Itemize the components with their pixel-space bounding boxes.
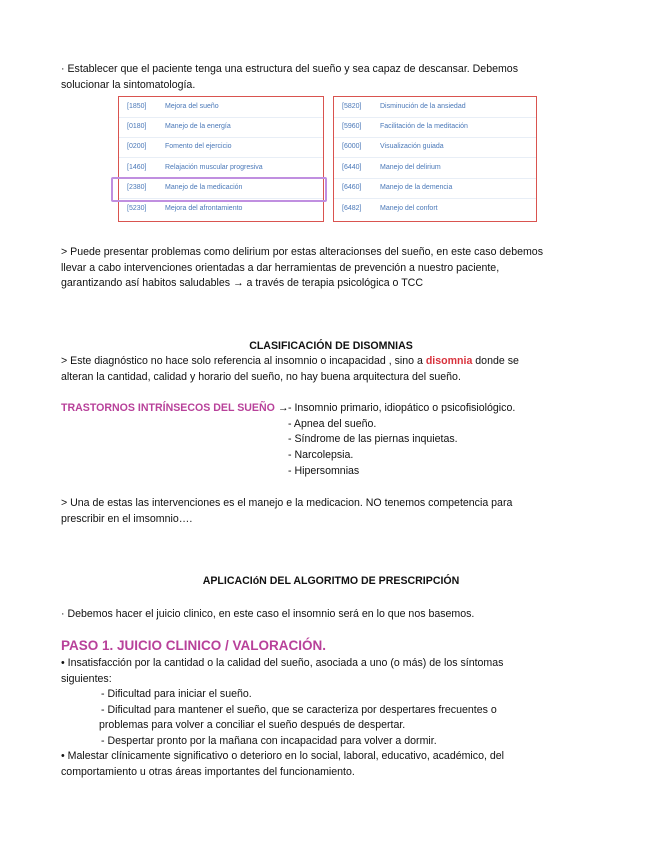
nic-label: Manejo del delirium — [380, 164, 441, 171]
nic-code: [5230] — [127, 205, 147, 212]
delirium-paragraph — [61, 245, 601, 292]
delirium-line-3: garantizando así habitos saludables → a través de terapia psicológica o TCC — [61, 277, 423, 289]
nic-code: [0200] — [127, 143, 147, 150]
disomnia-keyword: disomnia — [425, 355, 473, 367]
manejo-line-2: prescribir en el imsomnio…. — [61, 512, 193, 525]
right-arrow-icon: → — [277, 402, 289, 414]
trastornos-heading — [61, 401, 288, 417]
table-row — [334, 117, 536, 138]
nic-table-right — [333, 96, 537, 222]
nic-code: [6000] — [342, 143, 362, 150]
delirium-line-2: llevar a cabo intervenciones orientadas a dar herramientas de prevención a nuestro paciente, — [61, 261, 500, 274]
nic-label: Manejo del confort — [380, 205, 438, 212]
disomnias-line-1 — [61, 354, 601, 370]
table-row — [119, 97, 323, 118]
paso1-bullet-1-line-2: siguientes: — [61, 672, 112, 685]
intro-paragraph — [61, 62, 601, 93]
trastornos-list — [288, 401, 515, 480]
manejo-paragraph — [61, 496, 601, 527]
nic-label: Fomento del ejercicio — [165, 143, 232, 150]
nic-code: [6482] — [342, 205, 362, 212]
trastornos-label: TRASTORNOS INTRÍNSECOS DEL SUEÑO — [61, 402, 275, 414]
paso1-sub-1: - Dificultad para iniciar el sueño. — [101, 688, 252, 700]
nic-label: Facilitación de la meditación — [380, 123, 468, 130]
nic-code: [5820] — [342, 103, 362, 110]
algoritmo-line: · Debemos hacer el juicio clinico, en este caso el insomnio será en lo que nos basemos. — [61, 608, 475, 620]
nic-label: Manejo de la demencia — [380, 184, 453, 191]
paso1-title: PASO 1. JUICIO CLINICO / VALORACIÓN. — [61, 638, 327, 653]
nic-label: Visualización guiada — [380, 143, 444, 150]
disomnias-title: CLASIFICACIÓN DE DISOMNIAS — [249, 340, 413, 352]
nic-label: Mejora del afrontamiento — [165, 205, 243, 212]
nic-label: Disminución de la ansiedad — [380, 103, 466, 110]
nic-code: [1460] — [127, 164, 147, 171]
nic-code: [6440] — [342, 164, 362, 171]
disomnias-line-1-post: donde se — [472, 355, 519, 367]
nic-label: Manejo de la medicación — [165, 184, 243, 191]
nic-code: [1850] — [127, 103, 147, 110]
nic-code: [5960] — [342, 123, 362, 130]
delirium-line-1: > Puede presentar problemas como delirium por estas alteracionses del sueño, en este caso debemos — [61, 246, 543, 258]
list-item: - Apnea del sueño. — [288, 417, 377, 430]
paso1-bullet-1-line-1: • Insatisfacción por la cantidad o la calidad del sueño, asociada a uno (o más) de los síntomas — [61, 657, 504, 669]
paso1-bullet-2-line-1: • Malestar clínicamente significativo o deterioro en lo social, laboral, educativo, académico, del — [61, 750, 504, 762]
paso1-sub-2-line-2: problemas para volver a conciliar el sueño después de despertar. — [99, 719, 406, 731]
highlight-box — [111, 177, 327, 202]
table-row — [334, 199, 536, 219]
paso1-sub-2-line-1: - Dificultad para mantener el sueño, que se caracteriza por despertares frecuentes o — [101, 703, 497, 716]
table-row — [334, 178, 536, 199]
nic-code: [0180] — [127, 123, 147, 130]
table-row — [334, 97, 536, 118]
list-item: - Narcolepsia. — [288, 449, 354, 462]
algoritmo-title: APLICACIóN DEL ALGORITMO DE PRESCRIPCIÓN — [202, 575, 460, 587]
intro-line-1: · Establecer que el paciente tenga una estructura del sueño y sea capaz de descansar. Debemos — [61, 63, 518, 75]
paso1-body — [61, 656, 621, 780]
nic-table-left — [118, 96, 324, 222]
table-row — [119, 137, 323, 158]
nic-code: [6460] — [342, 184, 362, 191]
table-row — [119, 158, 323, 179]
table-row — [334, 137, 536, 158]
nic-label: Mejora del sueño — [165, 103, 219, 110]
manejo-line-1: > Una de estas las intervenciones es el manejo e la medicacion. NO tenemos competencia para — [61, 497, 513, 509]
table-row — [119, 117, 323, 138]
list-item: - Síndrome de las piernas inquietas. — [288, 433, 458, 446]
disomnias-line-1-pre: > Este diagnóstico no hace solo referencia al insomnio o incapacidad , sino a — [61, 355, 426, 367]
nic-label: Relajación muscular progresiva — [165, 164, 263, 171]
nic-label: Manejo de la energía — [165, 123, 231, 130]
table-row — [119, 199, 323, 219]
paso1-sub-3: - Despertar pronto por la mañana con incapacidad para volver a dormir. — [101, 734, 437, 747]
list-item: - Hipersomnias — [288, 464, 360, 477]
nic-code: [2380] — [127, 184, 147, 191]
list-item: - Insomnio primario, idiopático o psicofisiológico. — [288, 402, 516, 414]
intro-line-2: solucionar la sintomatología. — [61, 78, 196, 91]
paso1-bullet-2-line-2: comportamiento u otras áreas importantes del funcionamiento. — [61, 765, 355, 778]
table-row — [334, 158, 536, 179]
disomnias-line-2: alteran la cantidad, calidad y horario del sueño, no hay buena arquitectura del sueño. — [61, 370, 461, 383]
disomnias-paragraph — [61, 354, 601, 385]
